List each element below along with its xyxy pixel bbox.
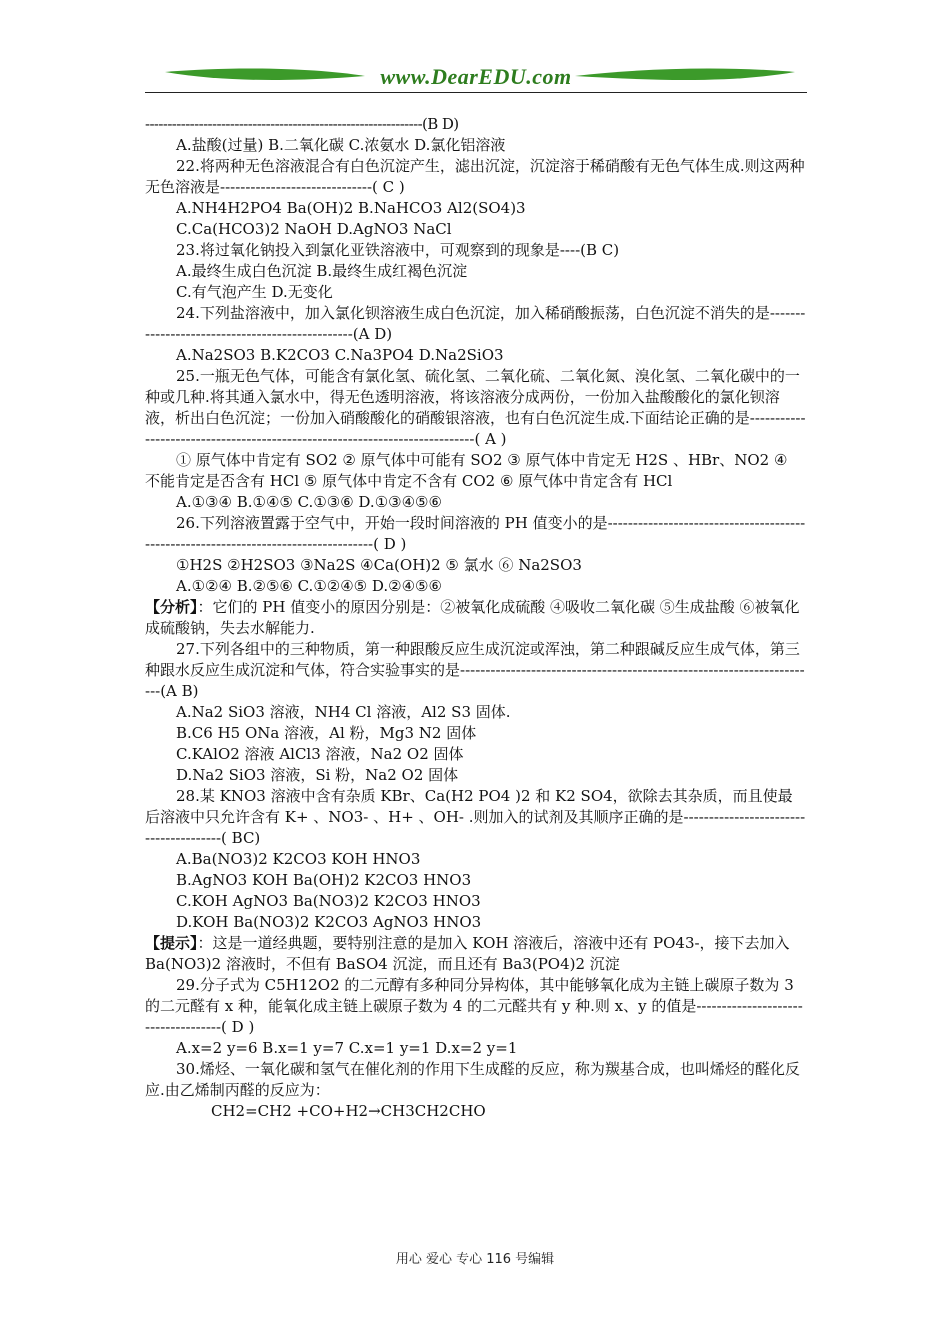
question-22: 22.将两种无色溶液混合有白色沉淀产生，滤出沉淀，沉淀溶于稀硝酸有无色气体生成.则这两种无色溶液是------------------------------( C ) (145, 157, 805, 196)
question-25: 25.一瓶无色气体，可能含有氯化氢、硫化氢、二氧化硫、二氧化氮、溴化氢、二氧化碳中的一种或几种.将其通入氯水中，得无色透明溶液，将该溶液分成两份，一份加入盐酸酸化的氯化钡溶液，析出白色沉淀；一份加入硝酸酸化的硝酸银溶液，也有白色沉淀生成.下面结论正确的是----------------------------------------------------------------------------( A ) (145, 367, 806, 448)
options-line: A.Na2SO3 B.K2CO3 C.Na3PO4 D.Na2SiO3 (176, 346, 504, 364)
statements: ① 原气体中肯定有 SO2 ② 原气体中可能有 SO2 ③ 原气体中肯定无 H2S 、HBr、NO2 ④ 不能肯定是否含有 HCl ⑤ 原气体中肯定不含有 CO2 ⑥ 原气体中肯定含有 HCl (145, 451, 788, 490)
options-line: B.AgNO3 KOH Ba(OH)2 K2CO3 HNO3 (176, 871, 472, 889)
note-text: ：它们的 PH 值变小的原因分别是：②被氧化成硫酸 ④吸收二氧化碳 ⑤生成盐酸 ⑥被氧化成硫酸钠，失去水解能力. (145, 598, 800, 637)
question-24: 24.下列盐溶液中，加入氯化钡溶液生成白色沉淀，加入稀硝酸振荡，白色沉淀不消失的是------------------------------------------------(A D) (145, 304, 806, 343)
reaction-equation: CH2=CH2 +CO+H2→CH3CH2CHO (211, 1102, 486, 1120)
options-line: A.①③④ B.①④⑤ C.①③⑥ D.①③④⑤⑥ (176, 493, 442, 511)
site-header-banner (145, 62, 807, 94)
question-28: 28.某 KNO3 溶液中含有杂质 KBr、Ca(H2 PO4 )2 和 K2 SO4，欲除去其杂质，而且使最后溶液中只允许含有 K+ 、NO3- 、H+ 、OH- .则加入的试剂及其顺序正确的是---------------------------------------( BC) (145, 787, 806, 847)
options-line: C.Ca(HCO3)2 NaOH D.AgNO3 NaCl (176, 220, 452, 238)
options-line: C.有气泡产生 D.无变化 (176, 283, 333, 301)
header-divider (145, 92, 807, 93)
question-body (145, 114, 807, 1122)
statements: ①H2S ②H2SO3 ③Na2S ④Ca(OH)2 ⑤ 氯水 ⑥ Na2SO3 (176, 556, 582, 574)
question-29: 29.分子式为 C5H12O2 的二元醇有多种同分异构体，其中能够氧化成为主链上碳原子数为 3 的二元醛有 x 种，能氧化成主链上碳原子数为 4 的二元醛共有 y 种.则 x、y 的值是------------------------------------( D ) (145, 976, 803, 1036)
site-logo: www.DearEDU.com (380, 64, 572, 89)
hint-note (145, 933, 807, 975)
options-line: A.盐酸(过量) B.二氧化碳 C.浓氨水 D.氯化铝溶液 (176, 136, 506, 154)
note-tag: 【提示】 (145, 934, 198, 952)
analysis-note (145, 597, 807, 639)
answer-line: --------------------------------------------------------------(B D) (145, 115, 459, 133)
options-line: A.①②④ B.②⑤⑥ C.①②④⑤ D.②④⑤⑥ (176, 577, 442, 595)
options-line: B.C6 H5 ONa 溶液，Al 粉，Mg3 N2 固体 (176, 724, 477, 742)
page-footer: 用心 爱心 专心 116 号编辑 (395, 1252, 555, 1267)
options-line: D.Na2 SiO3 溶液，Si 粉，Na2 O2 固体 (176, 766, 459, 784)
note-text: ：这是一道经典题，要特别注意的是加入 KOH 溶液后，溶液中还有 PO43-，接下去加入 Ba(NO3)2 溶液时，不但有 BaSO4 沉淀，而且还有 Ba3(PO4)2 沉淀 (145, 934, 790, 973)
question-23: 23.将过氧化钠投入到氯化亚铁溶液中，可观察到的现象是----(B C) (176, 241, 620, 259)
options-line: A.Na2 SiO3 溶液，NH4 Cl 溶液，Al2 S3 固体. (176, 703, 511, 721)
options-line: C.KOH AgNO3 Ba(NO3)2 K2CO3 HNO3 (176, 892, 481, 910)
question-26: 26.下列溶液置露于空气中，开始一段时间溶液的 PH 值变小的是------------------------------------------------------------------------------------( D ) (145, 514, 806, 553)
options-line: A.Ba(NO3)2 K2CO3 KOH HNO3 (176, 850, 421, 868)
options-line: A.NH4H2PO4 Ba(OH)2 B.NaHCO3 Al2(SO4)3 (176, 199, 526, 217)
options-line: A.x=2 y=6 B.x=1 y=7 C.x=1 y=1 D.x=2 y=1 (176, 1039, 518, 1057)
options-line: D.KOH Ba(NO3)2 K2CO3 AgNO3 HNO3 (176, 913, 482, 931)
question-27: 27.下列各组中的三种物质，第一种跟酸反应生成沉淀或浑浊，第二种跟碱反应生成气体，第三种跟水反应生成沉淀和气体，符合实验事实的是-----------------------------------------------------------------------(A B) (145, 640, 805, 700)
question-30: 30.烯烃、一氧化碳和氢气在催化剂的作用下生成醛的反应，称为羰基合成，也叫烯烃的醛化反应.由乙烯制丙醛的反应为： (145, 1060, 800, 1099)
note-tag: 【分析】 (145, 598, 198, 616)
options-line: A.最终生成白色沉淀 B.最终生成红褐色沉淀 (176, 262, 468, 280)
options-line: C.KAlO2 溶液 AlCl3 溶液，Na2 O2 固体 (176, 745, 464, 763)
